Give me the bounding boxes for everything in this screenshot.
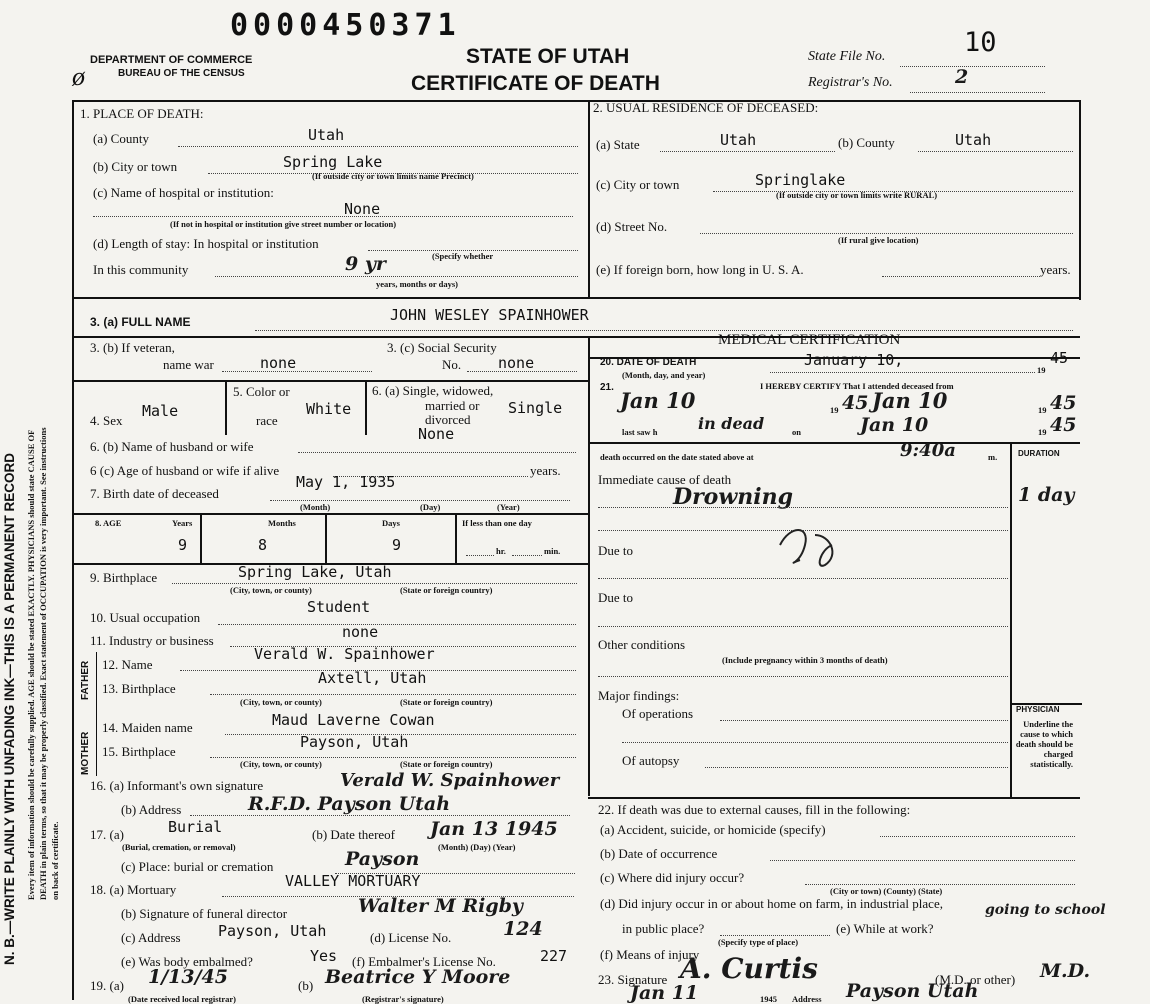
last-saw-year: 45 [1050, 414, 1077, 436]
embalmed: Yes [310, 947, 338, 965]
month-note: (Month) [300, 502, 331, 512]
stay-label: (d) Length of stay: In hospital or institution [93, 236, 319, 251]
social-security-label: 3. (c) Social Security [387, 340, 497, 355]
death-year: 45 [1050, 349, 1069, 367]
res-county-label: (b) County [838, 135, 895, 150]
certify-number: 21. [600, 382, 614, 393]
registrar-sig-label: (b) [298, 978, 314, 993]
attended-to-year: 45 [1050, 392, 1077, 414]
hospital-note: (If not in hospital or institution give street number or location) [170, 219, 397, 229]
day-note: (Day) [420, 502, 441, 512]
mother-birthplace: Payson, Utah [300, 733, 409, 751]
public-place-label: in public place? [622, 921, 705, 936]
death-county-label: (a) County [93, 131, 149, 146]
hospital: None [344, 200, 381, 218]
sex: Male [142, 402, 179, 420]
informant-address-label: (b) Address [121, 802, 182, 817]
mortuary-address-label: (c) Address [121, 930, 181, 945]
marital-label-1: 6. (a) Single, widowed, [372, 383, 494, 398]
birth-date: May 1, 1935 [296, 473, 396, 491]
bureau: BUREAU OF THE CENSUS [118, 68, 245, 79]
place-of-death-title: 1. PLACE OF DEATH: [80, 106, 204, 121]
major-findings-label: Major findings: [598, 688, 680, 703]
received-label: 19. (a) [90, 978, 124, 993]
death-city-label: (b) City or town [93, 159, 178, 174]
scribble-mark [770, 515, 860, 575]
industry: none [342, 623, 379, 641]
physician-signature: A. Curtis [680, 952, 818, 985]
burial-place: Payson [345, 848, 420, 870]
from-year-prefix: 19 [830, 405, 839, 415]
res-state: Utah [720, 131, 757, 149]
place-type-note: (Specify type of place) [718, 937, 799, 947]
res-city: Springlake [755, 171, 846, 189]
spouse-label: 6. (b) Name of husband or wife [90, 439, 254, 454]
full-name-label: 3. (a) FULL NAME [90, 315, 191, 329]
registrar-number: 2 [955, 66, 969, 88]
burial-place-label: (c) Place: burial or cremation [121, 859, 274, 874]
birth-date-label: 7. Birth date of deceased [90, 486, 219, 501]
rural-note: (If rural give location) [838, 235, 919, 245]
due-to-1-label: Due to [598, 543, 634, 558]
embalmer-license: 227 [540, 947, 568, 965]
age-years: 9 [178, 536, 188, 554]
mortuary: VALLEY MORTUARY [285, 872, 421, 890]
birthplace-label: 9. Birthplace [90, 570, 158, 585]
age-days-label: Days [382, 518, 400, 528]
age-years-label: Years [172, 518, 193, 528]
physician-note: Underline the cause to which death should be charged statistically. [1015, 719, 1073, 769]
injury-means-label: (f) Means of injury [600, 947, 700, 962]
bp-note-city: (City, town, or county) [230, 585, 312, 595]
registrar-label: Registrar's No. [808, 75, 893, 90]
min-label: min. [544, 546, 561, 556]
at-work: going to school [985, 902, 1106, 918]
informant-signature: Verald W. Spainhower [340, 770, 560, 791]
department: DEPARTMENT OF COMMERCE [90, 54, 253, 66]
father-birthplace: Axtell, Utah [318, 669, 427, 687]
signature-date: Jan 11 [630, 982, 699, 1004]
ss-no-label: No. [442, 357, 462, 372]
mother-maiden-name: Maud Laverne Cowan [272, 711, 435, 729]
informant-address: R.F.D. Payson Utah [248, 793, 451, 815]
community-stay: 9 yr [345, 253, 386, 275]
injury-location-label: (c) Where did injury occur? [600, 870, 745, 885]
age-months-label: Months [268, 518, 296, 528]
side-note-3: on back of certificate. [50, 821, 60, 900]
other-conditions-label: Other conditions [598, 637, 686, 652]
injury-place-label: (d) Did injury occur in or about home on farm, in industrial place, [600, 896, 943, 911]
external-causes-label: 22. If death was due to external causes, fill in the following: [598, 802, 911, 817]
ymd-note: years, months or days) [376, 279, 459, 289]
mother-name-label: 14. Maiden name [102, 720, 193, 735]
occupation-label: 10. Usual occupation [90, 610, 201, 625]
city-county-state-note: (City or town) (County) (State) [830, 886, 943, 896]
occurrence-date-label: (b) Date of occurrence [600, 846, 718, 861]
death-date: January 10, [804, 351, 904, 369]
immediate-cause: Drowning [673, 484, 794, 510]
res-city-label: (c) City or town [596, 177, 680, 192]
spouse-years-label: years. [530, 463, 561, 478]
war-label: name war [163, 357, 214, 372]
veteran-label: 3. (b) If veteran, [90, 340, 175, 355]
occupation: Student [307, 598, 371, 616]
death-city-note: (If outside city or town limits name Precinct) [312, 171, 474, 181]
race-label: race [256, 413, 278, 428]
autopsy-label: Of autopsy [622, 753, 680, 768]
side-note-2: DEATH in plain terms, so that it may be properly classified. Exact statement of OCCUPATION is very important. See instructions [38, 427, 48, 900]
death-date-note: (Month, day, and year) [622, 370, 706, 380]
registrar-signature: Beatrice Y Moore [325, 966, 511, 988]
year-note: (Year) [497, 502, 520, 512]
bp-note-state: (State or foreign country) [400, 585, 493, 595]
license-label: (d) License No. [370, 930, 452, 945]
disposal-date: Jan 13 1945 [430, 818, 558, 840]
immediate-cause-label: Immediate cause of death [598, 472, 732, 487]
signature-label: 23. Signature [598, 972, 668, 987]
death-county: Utah [308, 126, 345, 144]
attended-from: Jan 10 [620, 388, 696, 413]
father-bp-label: 13. Birthplace [102, 681, 176, 696]
mother-bp-note-state: (State or foreign country) [400, 759, 493, 769]
mother-bp-note-city: (City, town, or county) [240, 759, 322, 769]
on-label: on [792, 427, 801, 437]
director-label: (b) Signature of funeral director [121, 906, 288, 921]
date-received: 1/13/45 [148, 966, 228, 988]
informant-label: 16. (a) Informant's own signature [90, 778, 264, 793]
industry-label: 11. Industry or business [90, 633, 214, 648]
last-saw-label: last saw h [622, 427, 658, 437]
death-date-label: 20. DATE OF DEATH [600, 357, 697, 368]
father-label: FATHER [80, 660, 91, 700]
embalmed-label: (e) Was body embalmed? [121, 954, 253, 969]
marital-status: Single [508, 399, 563, 417]
mortuary-label: 18. (a) Mortuary [90, 882, 177, 897]
state-title: STATE OF UTAH [466, 45, 630, 68]
disposal-date-label: (b) Date thereof [312, 827, 396, 842]
birthplace: Spring Lake, Utah [238, 563, 392, 581]
hr-label: hr. [496, 546, 506, 556]
marital-label-2: married or [425, 398, 480, 413]
death-city: Spring Lake [283, 153, 383, 171]
signature-year: 1945 [760, 994, 777, 1004]
medical-title: MEDICAL CERTIFICATION [718, 332, 901, 348]
certificate-title: CERTIFICATE OF DEATH [411, 72, 660, 95]
age-days: 9 [392, 536, 402, 554]
street-label: (d) Street No. [596, 219, 668, 234]
mortuary-address: Payson, Utah [218, 922, 327, 940]
color-label: 5. Color or [233, 384, 290, 399]
res-city-note: (If outside city or town limits write RURAL) [776, 190, 938, 200]
hospital-label: (c) Name of hospital or institution: [93, 185, 274, 200]
residence-title: 2. USUAL RESIDENCE OF DECEASED: [593, 100, 819, 115]
age-months: 8 [258, 536, 268, 554]
last-saw-year-prefix: 19 [1038, 427, 1047, 437]
specify-note: (Specify whether [432, 251, 494, 261]
father-bp-note-city: (City, town, or county) [240, 697, 322, 707]
certify-text: I HEREBY CERTIFY That I attended deceased from [760, 381, 954, 391]
last-saw-date: Jan 10 [860, 414, 929, 436]
serial-number: 0000450371 [230, 8, 461, 43]
md-handwritten: M.D. [1040, 960, 1091, 982]
foreign-years-label: years. [1040, 262, 1071, 277]
duration-label: DURATION [1018, 449, 1060, 458]
state-file-number: 10 [964, 27, 997, 58]
embalmer-license-label: (f) Embalmer's License No. [352, 954, 496, 969]
disposal-label: 17. (a) [90, 827, 124, 842]
attended-from-year: 45 [842, 392, 869, 414]
alive-status: in dead [698, 414, 765, 433]
full-name: JOHN WESLEY SPAINHOWER [390, 306, 589, 324]
age-label: 8. AGE [95, 518, 122, 528]
disposal: Burial [168, 818, 223, 836]
physician-label: PHYSICIAN [1016, 705, 1060, 714]
res-county: Utah [955, 131, 992, 149]
due-to-2-label: Due to [598, 590, 634, 605]
signer-address-label: Address [792, 994, 822, 1004]
mother-bp-label: 15. Birthplace [102, 744, 176, 759]
received-note: (Date received local registrar) [128, 994, 237, 1004]
race: White [306, 400, 352, 418]
spouse: None [418, 425, 455, 443]
attended-to: Jan 10 [872, 388, 948, 413]
signer-address: Payson Utah [846, 980, 979, 1002]
marital-label-3: divorced [425, 412, 471, 427]
accident-label: (a) Accident, suicide, or homicide (specify) [600, 822, 826, 837]
director-signature: Walter M Rigby [358, 895, 523, 917]
side-note-1: Every item of information should be carefully supplied. AGE should be stated EXACTLY. PHYSICIANS should state CAUSE OF [26, 429, 36, 900]
license-no: 124 [503, 918, 543, 940]
less-than-day-label: If less than one day [462, 518, 532, 528]
occurred-label: death occurred on the date stated above at [600, 452, 754, 462]
state-file-label: State File No. [808, 49, 886, 64]
registrar-note: (Registrar's signature) [362, 994, 444, 1004]
m-label: m. [988, 452, 998, 462]
pregnancy-note: (Include pregnancy within 3 months of death) [722, 655, 888, 665]
res-state-label: (a) State [596, 137, 640, 152]
father-name-label: 12. Name [102, 657, 153, 672]
mdy-note: (Month) (Day) (Year) [438, 842, 516, 852]
to-year-prefix: 19 [1038, 405, 1047, 415]
md-label: (M.D. or other) [935, 972, 1016, 987]
spouse-age-label: 6 (c) Age of husband or wife if alive [90, 463, 280, 478]
death-year-prefix: 19 [1037, 365, 1046, 375]
foreign-label: (e) If foreign born, how long in U. S. A. [596, 262, 804, 277]
death-time: 9:40a [900, 440, 956, 461]
veteran-war: none [260, 354, 297, 372]
father-bp-note-state: (State or foreign country) [400, 697, 493, 707]
disposal-note: (Burial, cremation, or removal) [122, 842, 236, 852]
community-label: In this community [93, 262, 189, 277]
father-name: Verald W. Spainhower [254, 645, 435, 663]
mother-label: MOTHER [80, 731, 91, 775]
sex-label: 4. Sex [90, 413, 123, 428]
at-work-label: (e) While at work? [836, 921, 934, 936]
check-mark: ø [72, 62, 85, 91]
operations-label: Of operations [622, 706, 694, 721]
side-instruction: N. B.—WRITE PLAINLY WITH UNFADING INK—THIS IS A PERMANENT RECORD [2, 452, 17, 965]
social-security: none [498, 354, 535, 372]
cause-duration: 1 day [1018, 484, 1075, 506]
